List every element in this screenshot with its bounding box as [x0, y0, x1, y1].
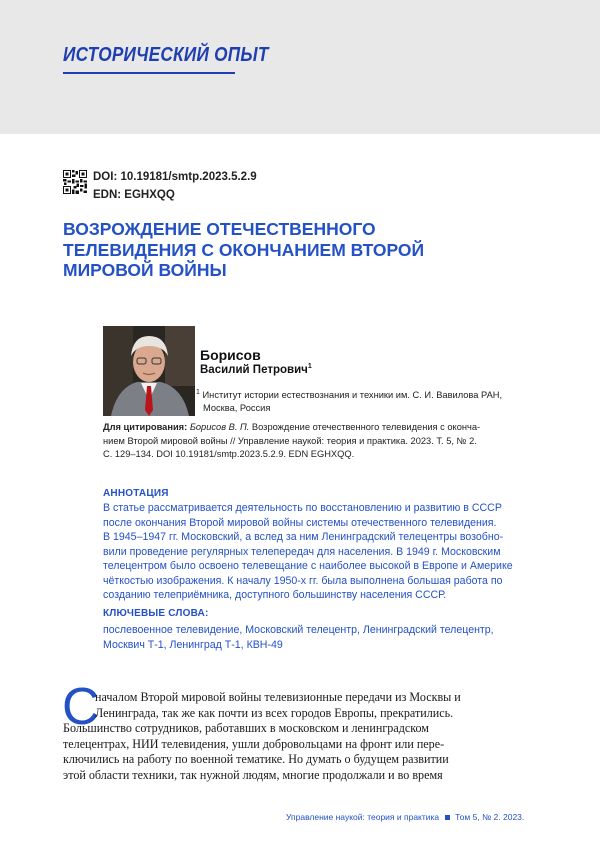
keywords-text	[103, 623, 548, 652]
body-text	[63, 690, 539, 784]
citation-text: Возрождение отечественного телевидения с оконча-	[249, 422, 480, 432]
abstract-line: после окончания Второй мировой войны системы отечественного телевидения.	[103, 516, 548, 531]
square-bullet-icon	[445, 815, 450, 820]
doi[interactable]: DOI: 10.19181/smtp.2023.5.2.9	[93, 171, 257, 183]
abstract-heading: АННОТАЦИЯ	[103, 488, 169, 499]
article-title-line: ВОЗРОЖДЕНИЕ ОТЕЧЕСТВЕННОГО	[63, 219, 543, 240]
citation-block	[103, 421, 543, 462]
section-title-underline	[63, 72, 235, 74]
keywords-line: послевоенное телевидение, Московский телецентр, Ленинградский телецентр,	[103, 623, 548, 638]
abstract-line: В статье рассматривается деятельность по восстановлению и развитию в СССР	[103, 501, 548, 516]
footer-journal: Управление наукой: теория и практика	[286, 812, 439, 822]
edn: EDN: EGHXQQ	[93, 189, 175, 201]
affiliation-line: Институт истории естествознания и техники им. С. И. Вавилова РАН,	[203, 390, 503, 400]
article-title-line: ТЕЛЕВИДЕНИЯ С ОКОНЧАНИЕМ ВТОРОЙ	[63, 240, 543, 261]
header-band	[0, 0, 600, 134]
article-title	[63, 219, 543, 281]
author-photo	[103, 326, 195, 416]
footer-issue: Том 5, № 2. 2023.	[455, 812, 524, 822]
article-title-line: МИРОВОЙ ВОЙНЫ	[63, 260, 543, 281]
citation-label: Для цитирования:	[103, 422, 187, 432]
citation-text: нием Второй мировой войны // Управление наукой: теория и практика. 2023. Т. 5, № 2.	[103, 435, 543, 449]
body-line: ключились на работу по военной тематике. Но думать о будущем развитии	[63, 752, 539, 768]
abstract-line: чёткостью изображения. К началу 1950-х гг. была выполнена большая работа по	[103, 574, 548, 589]
body-line: телецентрах, НИИ телевидения, ушли добровольцами на фронт или пере-	[63, 737, 539, 753]
page-footer	[286, 812, 540, 822]
drop-cap: С	[62, 681, 100, 733]
abstract-line: телецентром было освоено телевещание с наиболее высокой в Европе и Америке	[103, 559, 548, 574]
keywords-heading: КЛЮЧЕВЫЕ СЛОВА:	[103, 608, 209, 619]
abstract-line: созданию телеприёмника, доступного большинству населения СССР.	[103, 588, 548, 603]
affiliation-marker: 1	[196, 389, 200, 396]
abstract-line: В 1945–1947 гг. Московский, а вслед за ним Ленинградский телецентры возобно-	[103, 530, 548, 545]
abstract-text	[103, 501, 548, 603]
citation-author: Борисов В. П.	[190, 422, 250, 432]
affiliation-line: Москва, Россия	[196, 402, 546, 415]
body-line: началом Второй мировой войны телевизионные передачи из Москвы и	[63, 690, 539, 706]
body-line: Большинство сотрудников, работавших в московском и ленинградском	[63, 721, 539, 737]
keywords-line: Москвич Т-1, Ленинград Т-1, КВН-49	[103, 638, 548, 653]
section-title: ИСТОРИЧЕСКИЙ ОПЫТ	[63, 44, 269, 67]
abstract-line: вили проведение регулярных телепередач для населения. В 1949 г. Московским	[103, 545, 548, 560]
author-given-names	[200, 364, 312, 376]
citation-text: С. 129–134. DOI 10.19181/smtp.2023.5.2.9. EDN EGHXQQ.	[103, 448, 543, 462]
affiliation-marker: 1	[308, 363, 312, 370]
author-given-names-text: Василий Петрович	[200, 364, 308, 376]
author-surname: Борисов	[200, 347, 261, 363]
body-line: этой области техники, так нужной людям, многие продолжали и во время	[63, 768, 539, 784]
author-affiliation	[196, 389, 546, 415]
qr-code-icon	[63, 170, 87, 194]
body-line: Ленинграда, так же как почти из всех городов Европы, прекратились.	[63, 706, 539, 722]
